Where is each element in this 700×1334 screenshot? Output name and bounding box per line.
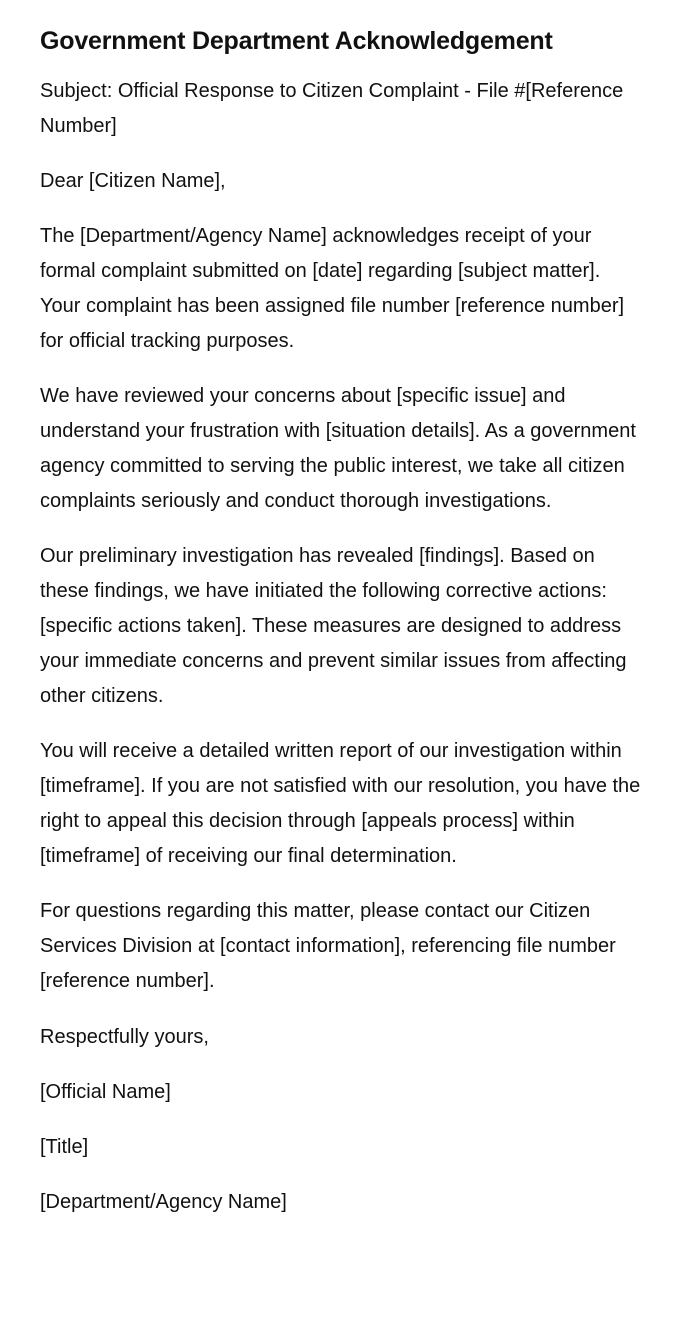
signature-department: [Department/Agency Name]: [40, 1191, 287, 1213]
document-title: Government Department Acknowledgement: [40, 27, 553, 55]
salutation: Dear [Citizen Name],: [40, 170, 226, 192]
body-paragraph-investigation: Our preliminary investigation has revealed [findings]. Based on these findings, we have initiated the following corrective actions: [specific actions taken]. These measures are designed to address your immediate concerns and prevent similar issues from affecting other citizens.: [40, 545, 627, 707]
subject-line: Subject: Official Response to Citizen Complaint - File #[Reference Number]: [40, 80, 624, 137]
signature-official-name: [Official Name]: [40, 1081, 171, 1103]
body-paragraph-acknowledgement: The [Department/Agency Name] acknowledges receipt of your formal complaint submitted on [date] regarding [subject matter]. Your complaint has been assigned file number [reference number] for official tracking purposes.: [40, 225, 625, 352]
closing: Respectfully yours,: [40, 1026, 209, 1048]
body-paragraph-review: We have reviewed your concerns about [specific issue] and understand your frustration with [situation details]. As a government agency committed to serving the public interest, we take all citizen complaints seriously and conduct thorough investigations.: [40, 385, 636, 512]
signature-title: [Title]: [40, 1136, 89, 1158]
body-paragraph-contact: For questions regarding this matter, please contact our Citizen Services Division at [contact information], referencing file number [reference number].: [40, 900, 616, 992]
body-paragraph-report-appeal: You will receive a detailed written report of our investigation within [timeframe]. If you are not satisfied with our resolution, you have the right to appeal this decision through [appeals process] within [timeframe] of receiving our final determination.: [40, 740, 641, 867]
